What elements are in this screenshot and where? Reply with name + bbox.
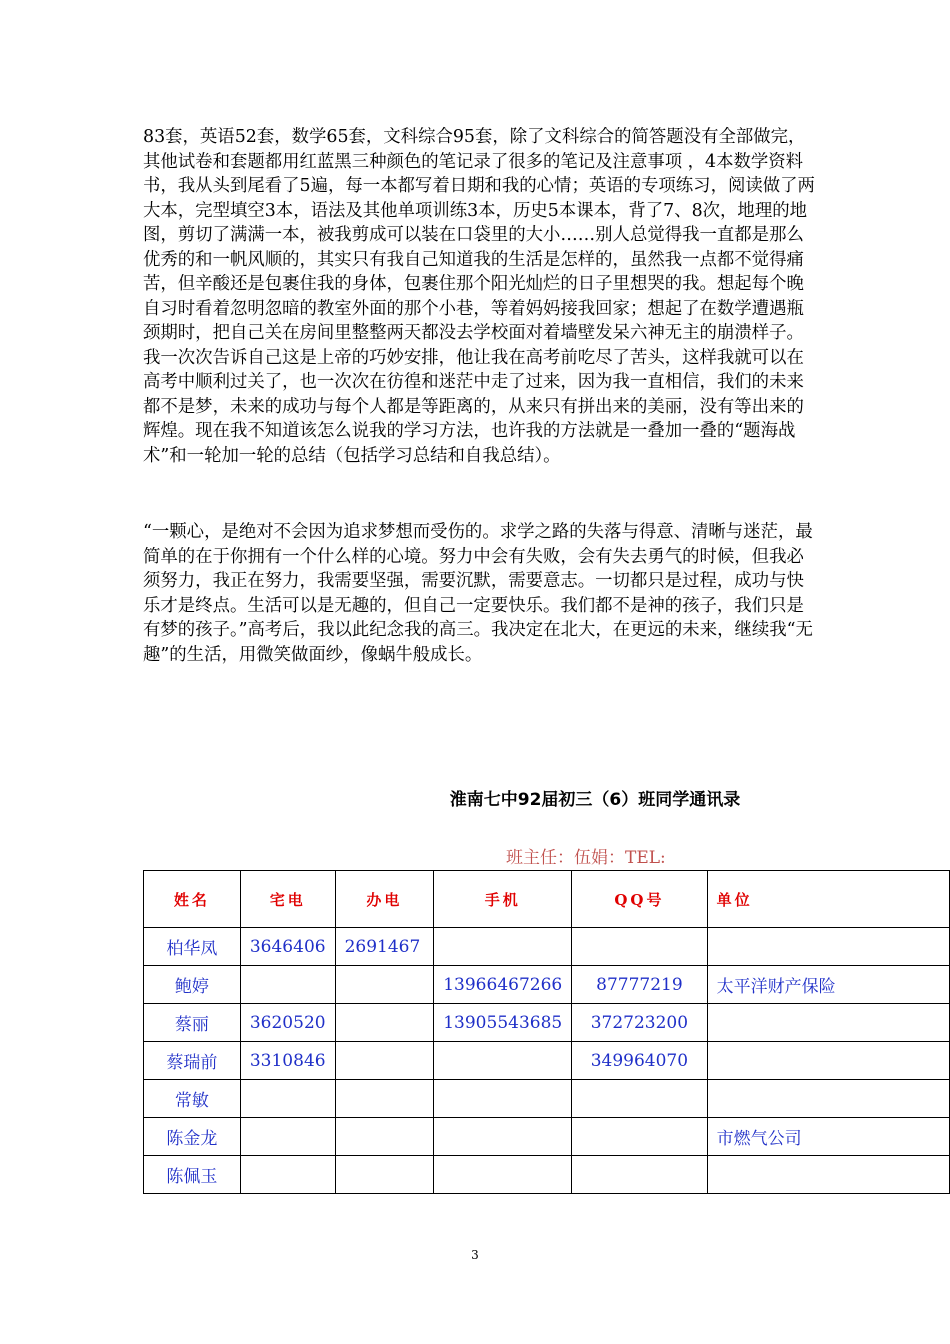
cell-employer — [707, 1004, 949, 1042]
cell-home-phone: 3620520 — [240, 1004, 335, 1042]
cell-home-phone — [240, 966, 335, 1004]
cell-name: 柏华凤 — [144, 928, 241, 966]
cell-employer — [707, 1080, 949, 1118]
cell-mobile: 13905543685 — [434, 1004, 572, 1042]
cell-home-phone — [240, 1080, 335, 1118]
cell-home-phone — [240, 1118, 335, 1156]
header-employer: 单位 — [707, 871, 949, 928]
cell-mobile — [434, 1118, 572, 1156]
cell-office-phone: 2691467 — [335, 928, 434, 966]
table-row — [144, 1004, 950, 1042]
cell-office-phone — [335, 966, 434, 1004]
essay-paragraph-2: “一颗心，是绝对不会因为追求梦想而受伤的。求学之路的失落与得意、清晰与迷茫，最简单的在于你拥有一个什么样的心境。努力中会有失败，会有失去勇气的时候，但我必须努力，我正在努力，我需要坚强，需要沉默，需要意志。一切都只是过程，成功与快乐才是终点。生活可以是无趣的，但自己一定要快乐。我们都不是神的孩子，我们只是有梦的孩子。”高考后，我以此纪念我的高三。我决定在北大，在更远的未来，继续我“无趣”的生活，用微笑做面纱，像蜗牛般成长。 — [143, 522, 813, 665]
cell-qq: 87777219 — [572, 966, 707, 1004]
head-teacher-line: 班主任：伍娟：TEL: — [506, 848, 666, 868]
cell-qq: 349964070 — [572, 1042, 707, 1080]
cell-office-phone — [335, 1042, 434, 1080]
cell-qq — [572, 1080, 707, 1118]
cell-office-phone — [335, 1080, 434, 1118]
cell-mobile — [434, 1042, 572, 1080]
cell-mobile: 13966467266 — [434, 966, 572, 1004]
header-mobile: 手机 — [434, 871, 572, 928]
cell-home-phone — [240, 1156, 335, 1194]
table-row — [144, 1156, 950, 1194]
header-name: 姓名 — [144, 871, 241, 928]
cell-name: 常敏 — [144, 1080, 241, 1118]
cell-mobile — [434, 1080, 572, 1118]
cell-name: 蔡丽 — [144, 1004, 241, 1042]
cell-name: 陈佩玉 — [144, 1156, 241, 1194]
cell-employer: 市燃气公司 — [707, 1118, 949, 1156]
header-qq: QQ号 — [572, 871, 707, 928]
cell-qq: 372723200 — [572, 1004, 707, 1042]
cell-qq — [572, 1118, 707, 1156]
cell-qq — [572, 1156, 707, 1194]
table-row — [144, 1042, 950, 1080]
contact-table — [143, 870, 950, 1194]
table-row — [144, 966, 950, 1004]
directory-title: 淮南七中92届初三（6）班同学通讯录 — [449, 790, 741, 810]
cell-office-phone — [335, 1156, 434, 1194]
cell-employer — [707, 1042, 949, 1080]
header-home-phone: 宅电 — [240, 871, 335, 928]
cell-qq — [572, 928, 707, 966]
cell-employer: 太平洋财产保险 — [707, 966, 949, 1004]
page-number: 3 — [471, 1248, 479, 1262]
table-header-row — [144, 871, 950, 928]
cell-home-phone: 3310846 — [240, 1042, 335, 1080]
table-row — [144, 928, 950, 966]
cell-mobile — [434, 928, 572, 966]
cell-name: 鲍婷 — [144, 966, 241, 1004]
essay-paragraph-1: 83套，英语52套，数学65套，文科综合95套，除了文科综合的简答题没有全部做完，其他试卷和套题都用红蓝黑三种颜色的笔记录了很多的笔记及注意事项 ，4本数学资料书，我从头到尾看了5遍，每一本都写着日期和我的心情；英语的专项练习，阅读做了两大本，完型填空3本，语法及其他单项训练3本，历史5本课本，背了7、8次，地理的地图，剪切了满满一本，被我剪成可以装在口袋里的大小……别人总觉得我一直都是那么优秀的和一帆风顺的，其实只有我自己知道我的生活是怎样的，虽然我一点都不觉得痛苦，但辛酸还是包裹住我的身体，包裹住那个阳光灿烂的日子里想哭的我。想起每个晚自习时看着忽明忽暗的教室外面的那个小巷，等着妈妈接我回家；想起了在数学遭遇瓶颈期时，把自己关在房间里整整两天都没去学校面对着墙壁发呆六神无主的崩溃样子。我一次次告诉自己这是上帝的巧妙安排，他让我在高考前吃尽了苦头，这样我就可以在高考中顺利过关了，也一次次在彷徨和迷茫中走了过来，因为我一直相信，我们的未来都不是梦，未来的成功与每个人都是等距离的，从来只有拼出来的美丽，没有等出来的辉煌。现在我不知道该怎么说我的学习方法，也许我的方法就是一叠加一叠的“题海战术”和一轮加一轮的总结（包括学习总结和自我总结）。 — [143, 127, 815, 466]
cell-office-phone — [335, 1004, 434, 1042]
cell-employer — [707, 928, 949, 966]
cell-name: 陈金龙 — [144, 1118, 241, 1156]
cell-mobile — [434, 1156, 572, 1194]
cell-employer — [707, 1156, 949, 1194]
table-row — [144, 1118, 950, 1156]
cell-office-phone — [335, 1118, 434, 1156]
header-office-phone: 办电 — [335, 871, 434, 928]
cell-name: 蔡瑞前 — [144, 1042, 241, 1080]
table-row — [144, 1080, 950, 1118]
cell-home-phone: 3646406 — [240, 928, 335, 966]
